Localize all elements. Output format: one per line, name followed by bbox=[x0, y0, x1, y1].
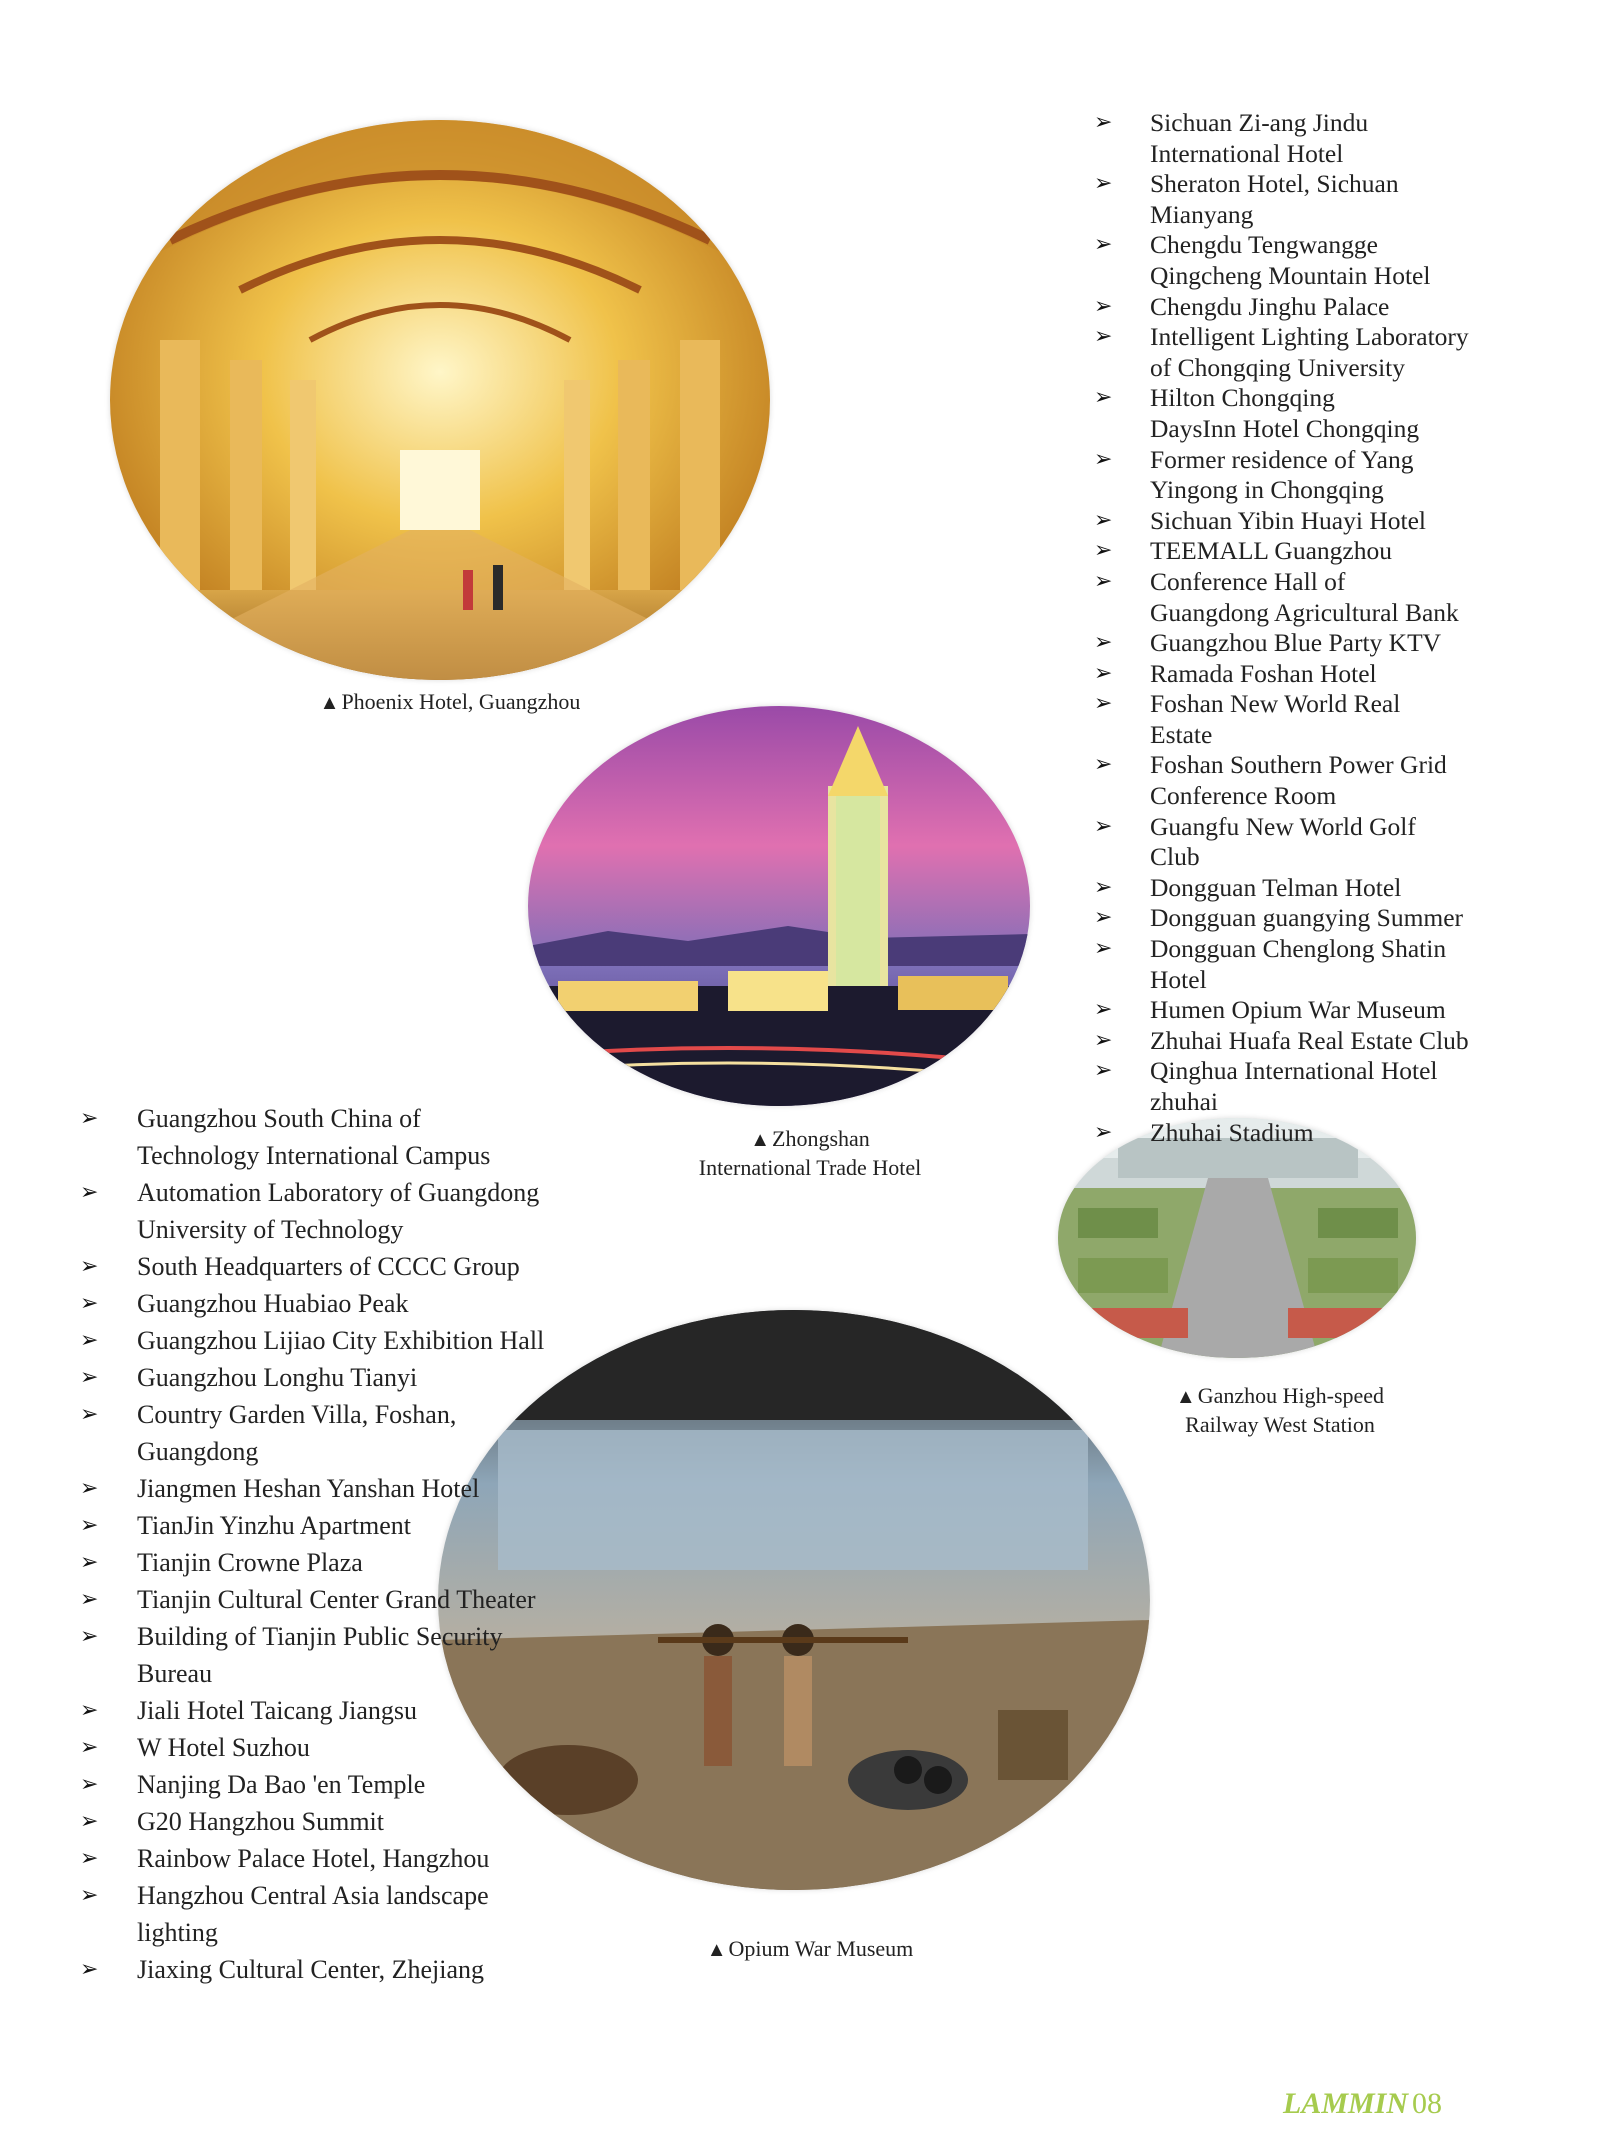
list-item-text: Conference Room bbox=[1150, 781, 1337, 811]
bullet-arrow-icon: ➢ bbox=[80, 1365, 99, 1390]
list-item-text: Hilton Chongqing bbox=[1150, 383, 1335, 413]
list-item bbox=[1094, 1117, 1510, 1149]
list-item-text: Building of Tianjin Public Security bbox=[137, 1622, 503, 1651]
list-item-text: Foshan Southern Power Grid bbox=[1150, 750, 1447, 780]
list-item-text: Rainbow Palace Hotel, Hangzhou bbox=[137, 1844, 490, 1873]
bullet-arrow-icon: ➢ bbox=[80, 1291, 99, 1316]
list-item-text: Intelligent Lighting Laboratory bbox=[1150, 322, 1469, 352]
bullet-arrow-icon: ➢ bbox=[1094, 538, 1113, 564]
list-item-text: University of Technology bbox=[137, 1215, 404, 1244]
caption-opium-war-museum: ▲Opium War Museum bbox=[706, 1936, 914, 1961]
left-project-list bbox=[80, 1100, 607, 1988]
list-item-text: Qingcheng Mountain Hotel bbox=[1150, 260, 1431, 290]
list-item-text: Tianjin Crowne Plaza bbox=[137, 1548, 363, 1577]
list-item bbox=[80, 1803, 607, 1840]
list-item-text: Zhuhai Stadium bbox=[1150, 1117, 1314, 1147]
list-item-text: Automation Laboratory of Guangdong bbox=[137, 1178, 540, 1207]
list-item-text: zhuhai bbox=[1150, 1087, 1218, 1116]
list-item bbox=[80, 1840, 607, 1877]
list-item-text: Zhuhai Huafa Real Estate Club bbox=[1150, 1025, 1469, 1055]
list-item-text: Jiaxing Cultural Center, Zhejiang bbox=[137, 1955, 484, 1984]
list-item-text: Guangzhou Lijiao City Exhibition Hall bbox=[137, 1326, 545, 1355]
list-item bbox=[1094, 1025, 1510, 1057]
list-item-text: DaysInn Hotel Chongqing bbox=[1150, 413, 1420, 443]
list-item bbox=[1094, 628, 1510, 659]
bullet-arrow-icon: ➢ bbox=[1094, 171, 1113, 197]
list-item-text: Guangzhou South China of bbox=[137, 1104, 421, 1133]
list-item-text: Guangzhou Huabiao Peak bbox=[137, 1289, 409, 1318]
bullet-arrow-icon: ➢ bbox=[80, 1254, 99, 1279]
bullet-arrow-icon: ➢ bbox=[80, 1476, 99, 1501]
list-item-text: Bureau bbox=[137, 1659, 213, 1688]
list-item bbox=[80, 1322, 607, 1359]
list-item bbox=[80, 1174, 607, 1248]
bullet-arrow-icon: ➢ bbox=[1094, 1058, 1113, 1084]
caption-marker: ▲ bbox=[750, 1129, 771, 1151]
list-item-text: Mianyang bbox=[1150, 199, 1254, 229]
bullet-arrow-icon: ➢ bbox=[80, 1550, 99, 1575]
list-item-text: lighting bbox=[137, 1918, 218, 1947]
bullet-arrow-icon: ➢ bbox=[80, 1957, 99, 1982]
list-item-text: TEEMALL Guangzhou bbox=[1150, 536, 1392, 566]
list-item bbox=[80, 1507, 607, 1544]
railway-station-photo bbox=[1058, 1118, 1416, 1358]
list-item bbox=[80, 1544, 607, 1581]
caption-marker: ▲ bbox=[706, 1939, 727, 1961]
bullet-arrow-icon: ➢ bbox=[80, 1587, 99, 1612]
right-project-list bbox=[1094, 108, 1510, 1148]
list-item bbox=[1094, 750, 1510, 811]
list-item bbox=[1094, 536, 1510, 567]
list-item bbox=[80, 1692, 607, 1729]
list-item bbox=[80, 1729, 607, 1766]
bullet-arrow-icon: ➢ bbox=[1094, 691, 1113, 717]
list-item bbox=[1094, 505, 1510, 537]
bullet-arrow-icon: ➢ bbox=[1094, 752, 1113, 778]
footer-brand: LAMMIN bbox=[1283, 2087, 1409, 2120]
bullet-arrow-icon: ➢ bbox=[80, 1180, 99, 1205]
list-item-text: G20 Hangzhou Summit bbox=[137, 1807, 384, 1836]
list-item-text: International Hotel bbox=[1150, 138, 1344, 168]
list-item-text: Dongguan guangying Summer bbox=[1150, 903, 1464, 933]
caption-phoenix-hotel: ▲Phoenix Hotel, Guangzhou bbox=[319, 689, 581, 714]
list-item-text: Guangfu New World Golf bbox=[1150, 811, 1416, 841]
caption-marker: ▲ bbox=[1175, 1386, 1196, 1408]
list-item bbox=[1094, 903, 1510, 934]
bullet-arrow-icon: ➢ bbox=[1094, 324, 1113, 350]
list-item bbox=[80, 1470, 607, 1507]
list-item bbox=[1094, 444, 1510, 506]
list-item-text: W Hotel Suzhou bbox=[137, 1733, 310, 1762]
bullet-arrow-icon: ➢ bbox=[80, 1106, 99, 1131]
bullet-arrow-icon: ➢ bbox=[80, 1402, 99, 1427]
bullet-arrow-icon: ➢ bbox=[1094, 874, 1113, 900]
list-item bbox=[1094, 689, 1510, 750]
caption-marker: ▲ bbox=[319, 692, 340, 714]
list-item-text: Guangdong Agricultural Bank bbox=[1150, 597, 1459, 627]
bullet-arrow-icon: ➢ bbox=[80, 1328, 99, 1353]
bullet-arrow-icon: ➢ bbox=[1094, 110, 1113, 135]
list-item-text: Dongguan Telman Hotel bbox=[1150, 872, 1402, 902]
list-item bbox=[1094, 1056, 1510, 1117]
list-item bbox=[1094, 230, 1510, 291]
photo-zhongshan-hotel bbox=[528, 706, 1030, 1106]
list-item-text: Foshan New World Real bbox=[1150, 689, 1401, 719]
list-item bbox=[80, 1248, 607, 1285]
list-item bbox=[1094, 566, 1510, 628]
list-item bbox=[80, 1581, 607, 1618]
list-item bbox=[1094, 291, 1510, 323]
photo-phoenix-hotel bbox=[110, 120, 770, 680]
list-item bbox=[1094, 995, 1510, 1026]
bullet-arrow-icon: ➢ bbox=[80, 1809, 99, 1834]
list-item bbox=[80, 1877, 607, 1951]
list-item bbox=[1094, 108, 1510, 169]
bullet-arrow-icon: ➢ bbox=[80, 1735, 99, 1760]
bullet-arrow-icon: ➢ bbox=[1094, 630, 1113, 656]
list-item bbox=[80, 1766, 607, 1803]
caption-zhongshan-hotel: ▲Zhongshan International Trade Hotel bbox=[698, 1126, 922, 1180]
bullet-arrow-icon: ➢ bbox=[1094, 1027, 1113, 1053]
list-item-text: Chengdu Tengwangge bbox=[1150, 230, 1378, 260]
list-item-text: Conference Hall of bbox=[1150, 566, 1346, 596]
list-item bbox=[1094, 322, 1510, 383]
list-item-text: Ramada Foshan Hotel bbox=[1150, 658, 1377, 688]
list-item-text: Hotel bbox=[1150, 964, 1207, 994]
list-item bbox=[80, 1951, 607, 1988]
list-item-text: Country Garden Villa, Foshan, bbox=[137, 1400, 457, 1429]
list-item bbox=[1094, 383, 1510, 444]
bullet-arrow-icon: ➢ bbox=[80, 1698, 99, 1723]
bullet-arrow-icon: ➢ bbox=[80, 1883, 99, 1908]
list-item-text: Sichuan Zi-ang Jindu bbox=[1150, 108, 1369, 137]
list-item-text: Chengdu Jinghu Palace bbox=[1150, 291, 1390, 321]
bullet-arrow-icon: ➢ bbox=[1094, 1119, 1113, 1145]
page-number: 08 bbox=[1412, 2087, 1442, 2120]
list-item-text: Nanjing Da Bao 'en Temple bbox=[137, 1770, 426, 1799]
list-item-text: Technology International Campus bbox=[137, 1141, 491, 1170]
bullet-arrow-icon: ➢ bbox=[1094, 997, 1113, 1023]
list-item-text: Yingong in Chongqing bbox=[1150, 475, 1384, 505]
bullet-arrow-icon: ➢ bbox=[1094, 936, 1113, 962]
bullet-arrow-icon: ➢ bbox=[80, 1624, 99, 1649]
hotel-corridor-photo bbox=[110, 120, 770, 680]
list-item bbox=[1094, 934, 1510, 995]
caption-ganzhou-station: ▲Ganzhou High-speed Railway West Station bbox=[1175, 1383, 1385, 1437]
list-item-text: South Headquarters of CCCC Group bbox=[137, 1252, 520, 1281]
list-item bbox=[80, 1285, 607, 1322]
bullet-arrow-icon: ➢ bbox=[80, 1846, 99, 1871]
list-item-text: TianJin Yinzhu Apartment bbox=[137, 1511, 411, 1540]
list-item-text: Former residence of Yang bbox=[1150, 444, 1414, 474]
list-item-text: Sichuan Yibin Huayi Hotel bbox=[1150, 505, 1426, 535]
bullet-arrow-icon: ➢ bbox=[80, 1772, 99, 1797]
list-item-text: Jiangmen Heshan Yanshan Hotel bbox=[137, 1474, 480, 1503]
list-item-text: Hangzhou Central Asia landscape bbox=[137, 1881, 489, 1910]
list-item bbox=[80, 1618, 607, 1692]
bullet-arrow-icon: ➢ bbox=[1094, 293, 1113, 319]
list-item-text: Sheraton Hotel, Sichuan bbox=[1150, 169, 1399, 199]
bullet-arrow-icon: ➢ bbox=[1094, 446, 1113, 472]
bullet-arrow-icon: ➢ bbox=[1094, 232, 1113, 258]
bullet-arrow-icon: ➢ bbox=[1094, 385, 1113, 411]
list-item bbox=[80, 1100, 607, 1174]
list-item-text: Tianjin Cultural Center Grand Theater bbox=[137, 1585, 536, 1614]
list-item-text: Humen Opium War Museum bbox=[1150, 995, 1446, 1025]
list-item-text: Guangzhou Longhu Tianyi bbox=[137, 1363, 418, 1392]
bullet-arrow-icon: ➢ bbox=[1094, 905, 1113, 931]
list-item bbox=[1094, 169, 1510, 230]
list-item-text: Estate bbox=[1150, 719, 1213, 749]
list-item bbox=[80, 1359, 607, 1396]
list-item-text: Qinghua International Hotel bbox=[1150, 1056, 1438, 1086]
tower-night-photo bbox=[528, 706, 1030, 1106]
list-item bbox=[1094, 872, 1510, 904]
photo-ganzhou-station bbox=[1058, 1118, 1416, 1358]
list-item bbox=[1094, 658, 1510, 690]
list-item-text: Guangzhou Blue Party KTV bbox=[1150, 628, 1442, 658]
bullet-arrow-icon: ➢ bbox=[1094, 507, 1113, 533]
bullet-arrow-icon: ➢ bbox=[1094, 813, 1113, 839]
list-item-text: of Chongqing University bbox=[1150, 352, 1405, 382]
list-item-text: Dongguan Chenglong Shatin bbox=[1150, 934, 1447, 964]
bullet-arrow-icon: ➢ bbox=[1094, 568, 1113, 594]
list-item bbox=[1094, 811, 1510, 873]
bullet-arrow-icon: ➢ bbox=[80, 1513, 99, 1538]
list-item bbox=[80, 1396, 607, 1470]
list-item-text: Club bbox=[1150, 842, 1200, 872]
bullet-arrow-icon: ➢ bbox=[1094, 660, 1113, 686]
list-item-text: Guangdong bbox=[137, 1437, 259, 1466]
list-item-text: Jiali Hotel Taicang Jiangsu bbox=[137, 1696, 418, 1725]
